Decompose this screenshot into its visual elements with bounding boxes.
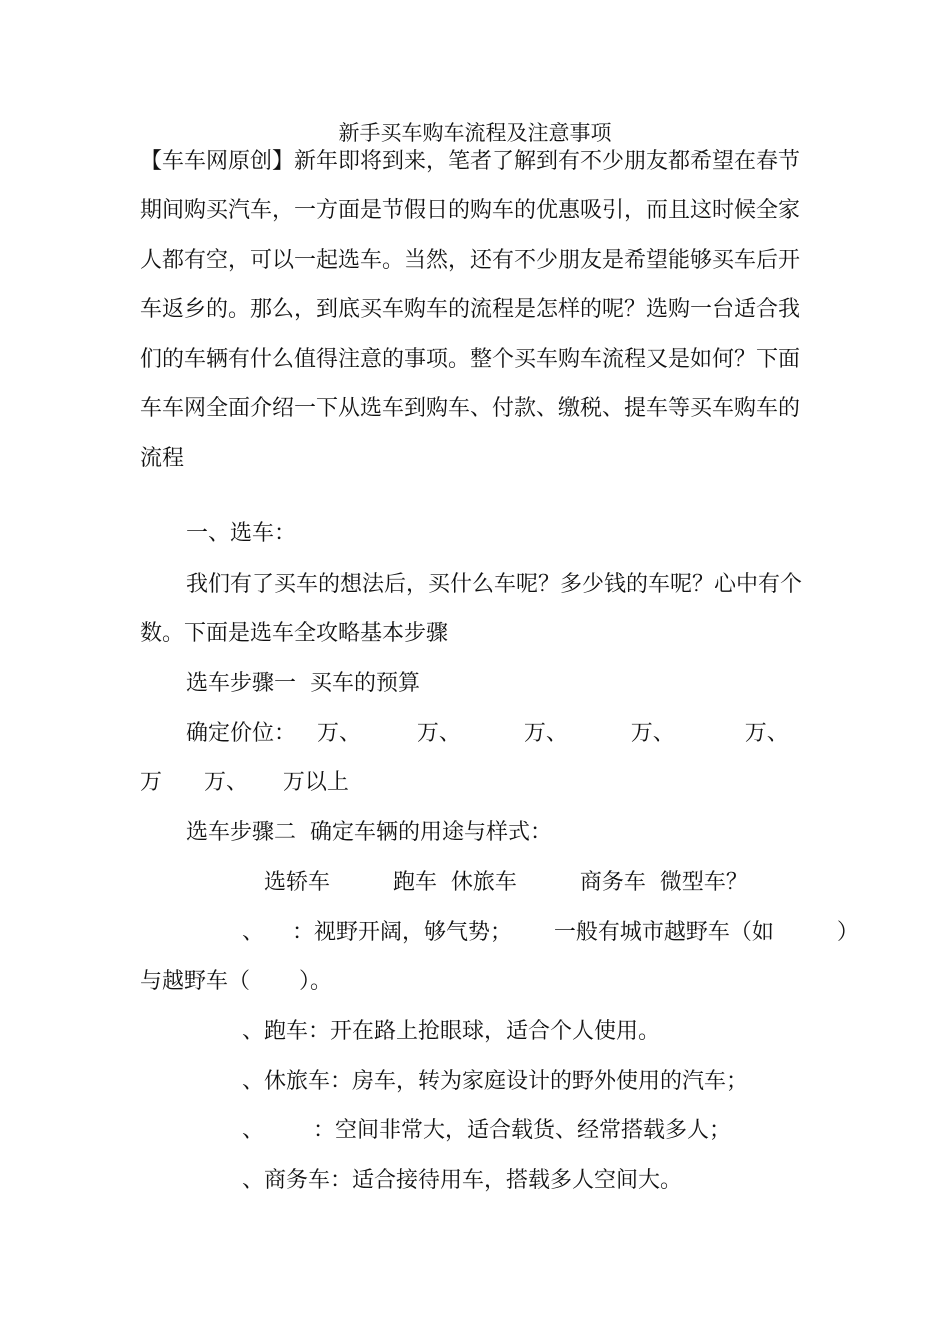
- intro-line-7: 流程: [140, 446, 185, 471]
- section-one-heading: 一、选车：: [186, 521, 297, 546]
- price-line-2: 万 万、 万以上: [140, 770, 349, 795]
- intro-line-6: 车车网全面介绍一下从选车到购车、付款、缴税、提车等买车购车的: [140, 396, 801, 421]
- vehicle-types-line: 选轿车 跑车 休旅车 商务车 微型车？: [264, 870, 748, 895]
- section-one-line-2: 数。下面是选车全攻略基本步骤: [140, 621, 449, 646]
- document-title: 新手买车购车流程及注意事项: [338, 121, 612, 145]
- step-two-heading: 选车步骤二 确定车辆的用途与样式：: [186, 820, 552, 845]
- price-line-1: 确定价位： 万、 万、 万、 万、 万、: [186, 721, 789, 746]
- vehicle-desc-2: 、跑车：开在路上抢眼球，适合个人使用。: [242, 1019, 661, 1044]
- intro-line-2: 期间购买汽车，一方面是节假日的购车的优惠吸引，而且这时候全家: [140, 198, 801, 223]
- vehicle-desc-4: 、 ：空间非常大，适合载货、经常搭载多人；: [242, 1118, 731, 1143]
- vehicle-desc-1-line-2: 与越野车（ ）。: [140, 969, 332, 994]
- intro-line-1: 【车车网原创】新年即将到来，笔者了解到有不少朋友都希望在春节: [140, 149, 801, 174]
- intro-line-4: 车返乡的。那么，到底买车购车的流程是怎样的呢？选购一台适合我: [140, 297, 801, 322]
- vehicle-desc-1-line-1: 、 ：视野开阔，够气势； 一般有城市越野车（如 ）: [242, 920, 859, 945]
- section-one-line-1: 我们有了买车的想法后，买什么车呢？多少钱的车呢？心中有个: [186, 572, 803, 597]
- vehicle-desc-5: 、商务车：适合接待用车，搭载多人空间大。: [242, 1168, 683, 1193]
- intro-line-5: 们的车辆有什么值得注意的事项。整个买车购车流程又是如何？下面: [140, 347, 801, 372]
- intro-line-3: 人都有空，可以一起选车。当然，还有不少朋友是希望能够买车后开: [140, 248, 801, 273]
- vehicle-desc-3: 、休旅车：房车，转为家庭设计的野外使用的汽车；: [242, 1069, 749, 1094]
- step-one-heading: 选车步骤一 买车的预算: [186, 671, 420, 696]
